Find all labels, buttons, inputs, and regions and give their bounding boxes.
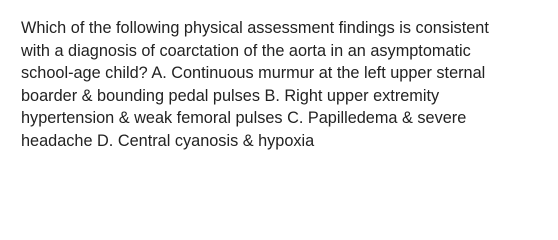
question-line: with a diagnosis of coarctation of the aorta in an asymptomatic xyxy=(21,41,471,60)
question-line: boarder & bounding pedal pulses B. Right upper extremity xyxy=(21,86,440,105)
question-line: school-age child? A. Continuous murmur at the left upper sternal xyxy=(21,64,486,82)
question-text xyxy=(21,17,551,152)
question-line: hypertension & weak femoral pulses C. Papilledema & severe xyxy=(21,109,467,127)
question-line: headache D. Central cyanosis & hypoxia xyxy=(21,131,315,150)
question-line: Which of the following physical assessment findings is consistent xyxy=(21,19,489,37)
